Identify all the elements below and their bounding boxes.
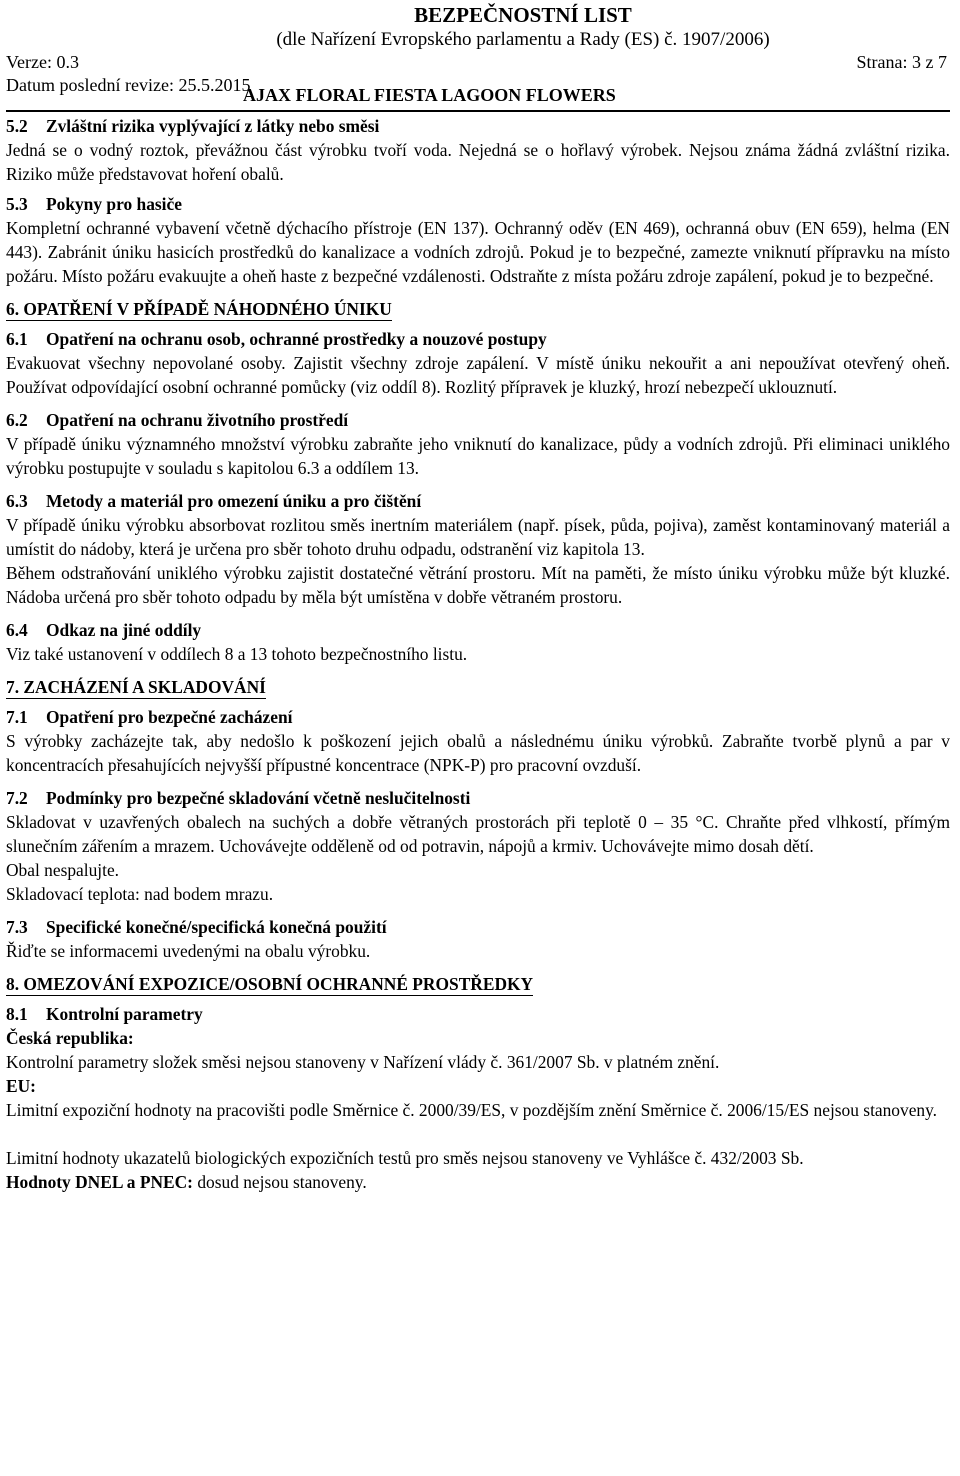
document-subtitle: (dle Nařízení Evropského parlamentu a Rady (ES) č. 1907/2006) — [276, 29, 770, 50]
subsection-title-5-2: 5.2 Zvláštní rizika vyplývající z látky nebo směsi — [6, 116, 380, 136]
paragraph-5-3: Kompletní ochranné vybavení včetně dýchacího přístroje (EN 137). Ochranný oděv (EN 469), ochranná obuv (EN 659), helma (EN 443). Zabránit úniku hasicích prostředků do kanalizace a vodních zdrojů. Pokud je to bezpečné, zamezte vniknutí přípravku na místo požáru. Místo požáru evakuujte a oheň haste z bezpečné vzdálenosti. Odstraňte z místa požáru zdroje zapálení, pokud je to bezpečné. — [6, 218, 950, 286]
header-meta-row-2 — [6, 74, 950, 105]
subsection-title-6-1: 6.1 Opatření na ochranu osob, ochranné prostředky a nouzové postupy — [6, 329, 547, 349]
paragraph-7-2-c: Skladovací teplota: nad bodem mrazu. — [6, 884, 274, 904]
subsection-title-6-3: 6.3 Metody a materiál pro omezení úniku a pro čištění — [6, 491, 422, 511]
paragraph-7-2-a: Skladovat v uzavřených obalech na suchých a dobře větraných prostorách při teplotě 0 – 35 °C. Chraňte před vlhkostí, přímým slunečním zářením a mrazem. Uchovávejte odděleně od od potravin, nápojů a krmiv. Uchovávejte mimo dosah dětí. — [6, 812, 950, 856]
paragraph-8-1-eu: Limitní expoziční hodnoty na pracovišti podle Směrnice č. 2000/39/ES, v pozdějším znění Směrnice č. 2006/15/ES nejsou stanoveny. — [6, 1100, 938, 1120]
document-header — [6, 3, 950, 112]
country-label-cz: Česká republika: — [6, 1028, 134, 1048]
sds-page — [6, 0, 950, 1194]
paragraph-7-2-b: Obal nespalujte. — [6, 860, 120, 880]
revision-date: Datum poslední revize: 25.5.2015 — [6, 75, 251, 95]
paragraph-6-2: V případě úniku významného množství výrobku zabraňte jeho vniknutí do kanalizace, půdy a vodních zdrojů. Při eliminaci uniklého výrobku postupujte v souladu s kapitolou 6.3 a oddílem 13. — [6, 434, 950, 478]
product-name: AJAX FLORAL FIESTA LAGOON FLOWERS — [243, 85, 616, 105]
region-label-eu: EU: — [6, 1076, 36, 1096]
header-meta-row — [6, 51, 950, 74]
section-heading-8: 8. OMEZOVÁNÍ EXPOZICE/OSOBNÍ OCHRANNÉ PROSTŘEDKY — [6, 974, 534, 994]
subsection-title-7-2: 7.2 Podmínky pro bezpečné skladování včetně neslučitelnosti — [6, 788, 471, 808]
paragraph-5-2: Jedná se o vodný roztok, převážnou část výrobku tvoří voda. Nejedná se o hořlavý výrobek. Nejsou známa žádná zvláštní rizika. Riziko může představovat hoření obalů. — [6, 140, 950, 184]
paragraph-8-1-cz: Kontrolní parametry složek směsi nejsou stanoveny v Nařízení vlády č. 361/2007 Sb. v platném znění. — [6, 1052, 720, 1072]
paragraph-6-1: Evakuovat všechny nepovolané osoby. Zajistit všechny zdroje zapálení. V místě úniku nekouřit a ani nepoužívat otevřený oheň. Používat odpovídající osobní ochranné pomůcky (viz oddíl 8). Rozlitý přípravek je kluzký, hrozí nebezpečí uklouznutí. — [6, 353, 950, 397]
section-heading-7: 7. ZACHÁZENÍ A SKLADOVÁNÍ — [6, 677, 266, 697]
subsection-title-6-2: 6.2 Opatření na ochranu životního prostředí — [6, 410, 349, 430]
page-number: Strana: 3 z 7 — [856, 52, 947, 72]
document-title: BEZPEČNOSTNÍ LIST — [414, 3, 632, 27]
section-heading-6: 6. OPATŘENÍ V PŘÍPADĚ NÁHODNÉHO ÚNIKU — [6, 299, 392, 319]
paragraph-6-3-b: Během odstraňování uniklého výrobku zajistit dostatečné větrání prostoru. Mít na paměti, že místo úniku výrobku může být kluzké. Nádoba určená pro sběr tohoto odpadu by měla být umístěna v dobře větraném prostoru. — [6, 563, 950, 607]
subsection-title-7-3: 7.3 Specifické konečné/specifická konečná použití — [6, 917, 387, 937]
subsection-title-8-1: 8.1 Kontrolní parametry — [6, 1004, 203, 1024]
paragraph-8-1-bio: Limitní hodnoty ukazatelů biologických expozičních testů pro směs nejsou stanoveny ve Vyhlášce č. 432/2003 Sb. — [6, 1148, 804, 1168]
subsection-title-6-4: 6.4 Odkaz na jiné oddíly — [6, 620, 202, 640]
paragraph-6-3-a: V případě úniku výrobku absorbovat rozlitou směs inertním materiálem (např. písek, půda, pojiva), zaměst kontaminovaný materiál a umístit do nádoby, která je určena pro sběr tohoto druhu odpadu, odstranění viz kapitola 13. — [6, 515, 950, 559]
subsection-title-7-1: 7.1 Opatření pro bezpečné zacházení — [6, 707, 293, 727]
paragraph-6-4: Viz také ustanovení v oddílech 8 a 13 tohoto bezpečnostního listu. — [6, 644, 468, 664]
dnel-label: Hodnoty DNEL a PNEC: — [6, 1172, 193, 1192]
paragraph-8-1-dnel — [6, 1170, 950, 1194]
dnel-value: dosud nejsou stanoveny. — [197, 1172, 367, 1192]
paragraph-7-3: Řiďte se informacemi uvedenými na obalu výrobku. — [6, 941, 371, 961]
version-label: Verze: 0.3 — [6, 52, 79, 72]
paragraph-7-1: S výrobky zacházejte tak, aby nedošlo k poškození jejich obalů a následnému úniku výrobků. Zabraňte tvorbě plynů a par v koncentracích přesahujících nejvyšší přípustné koncentrace (NPK-P) pro pracovní ovzduší. — [6, 731, 950, 775]
subsection-title-5-3: 5.3 Pokyny pro hasiče — [6, 194, 182, 214]
